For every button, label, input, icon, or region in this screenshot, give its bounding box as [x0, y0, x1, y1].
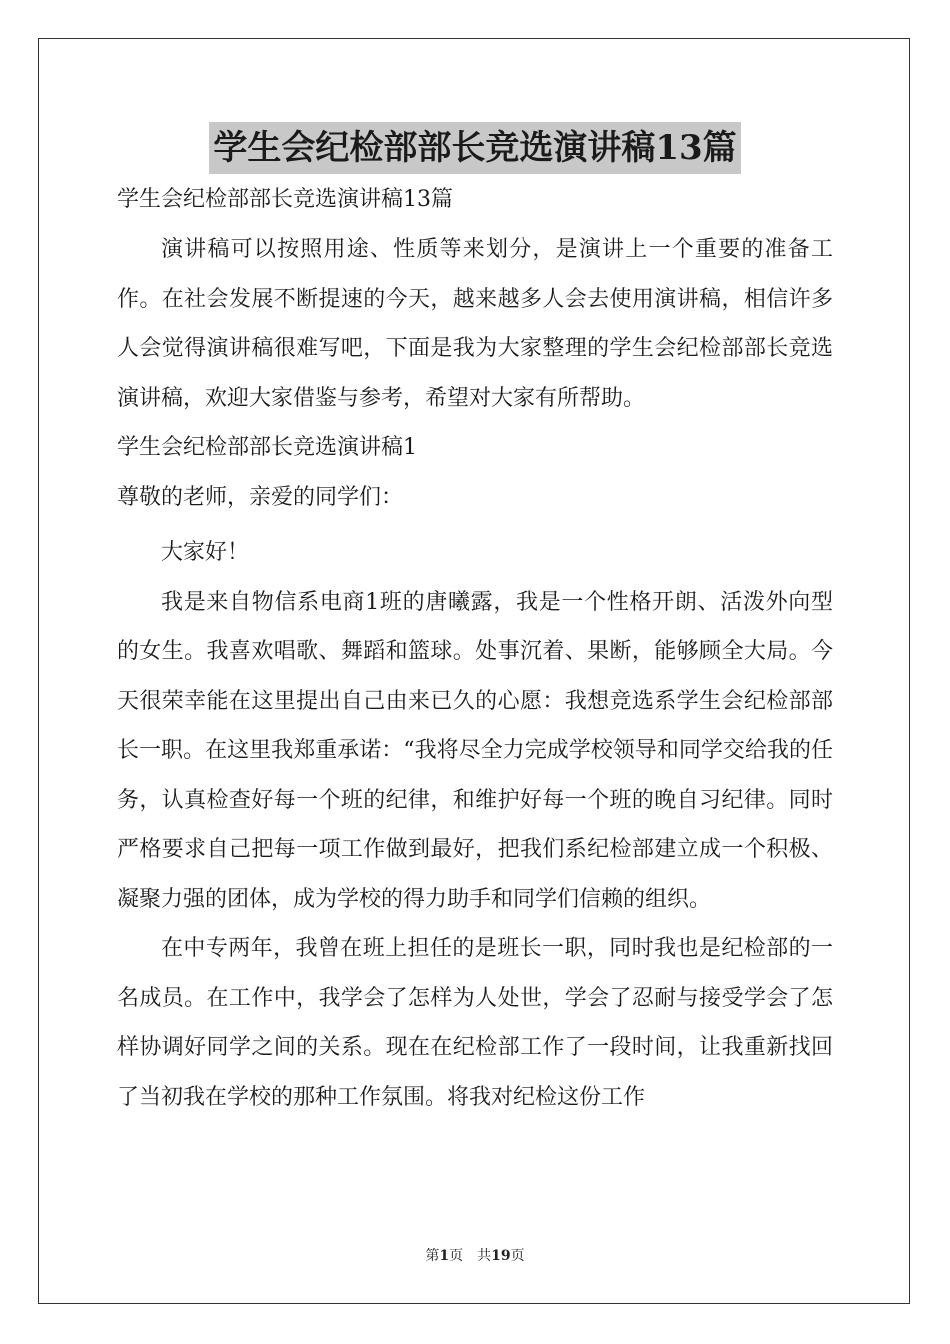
page-total: 19 — [491, 1248, 511, 1264]
document-body — [117, 180, 833, 1122]
document-title: 学生会纪检部部长竞选演讲稿13篇 — [209, 122, 740, 174]
page-current: 1 — [439, 1248, 450, 1264]
total-label-unit: 页 — [510, 1248, 525, 1264]
greeting: 大家好！ — [161, 540, 250, 565]
body-paragraph-1: 我是来自物信系电商1班的唐曦露，我是一个性格开朗、活泼外向型的女生。我喜欢唱歌、舞蹈和篮球。处事沉着、果断，能够顾全大局。今天很荣幸能在这里提出自己由来已久的心愿：我想竞选系学生会纪检部部长一职。在这里我郑重承诺：“我将尽全力完成学校领导和同学交给我的任务，认真检查好每一个班的纪律，和维护好每一个班的晚自习纪律。同时严格要求自己把每一项工作做到最好，把我们系纪检部建立成一个积极、凝聚力强的团体，成为学校的得力助手和同学们信赖的组织。 — [117, 589, 833, 912]
salutation: 尊敬的老师，亲爱的同学们： — [117, 485, 404, 510]
page-label-prefix: 第 — [425, 1248, 440, 1264]
document-subtitle: 学生会纪检部部长竞选演讲稿13篇 — [117, 187, 453, 212]
title-container — [0, 122, 950, 174]
section-heading: 学生会纪检部部长竞选演讲稿1 — [117, 435, 417, 460]
total-label-prefix: 共 — [477, 1248, 492, 1264]
body-paragraph-2: 在中专两年，我曾在班上担任的是班长一职，同时我也是纪检部的一名成员。在工作中，我学会了怎样为人处世，学会了忍耐与接受学会了怎样协调好同学之间的关系。现在在纪检部工作了一段时间，让我重新找回了当初我在学校的那种工作氛围。将我对纪检这份工作 — [117, 936, 833, 1110]
page-footer — [0, 1246, 950, 1266]
intro-paragraph: 演讲稿可以按照用途、性质等来划分，是演讲上一个重要的准备工作。在社会发展不断提速的今天，越来越多人会去使用演讲稿，相信许多人会觉得演讲稿很难写吧，下面是我为大家整理的学生会纪检部部长竞选演讲稿，欢迎大家借鉴与参考，希望对大家有所帮助。 — [117, 237, 833, 411]
page-label-unit: 页 — [449, 1248, 464, 1264]
